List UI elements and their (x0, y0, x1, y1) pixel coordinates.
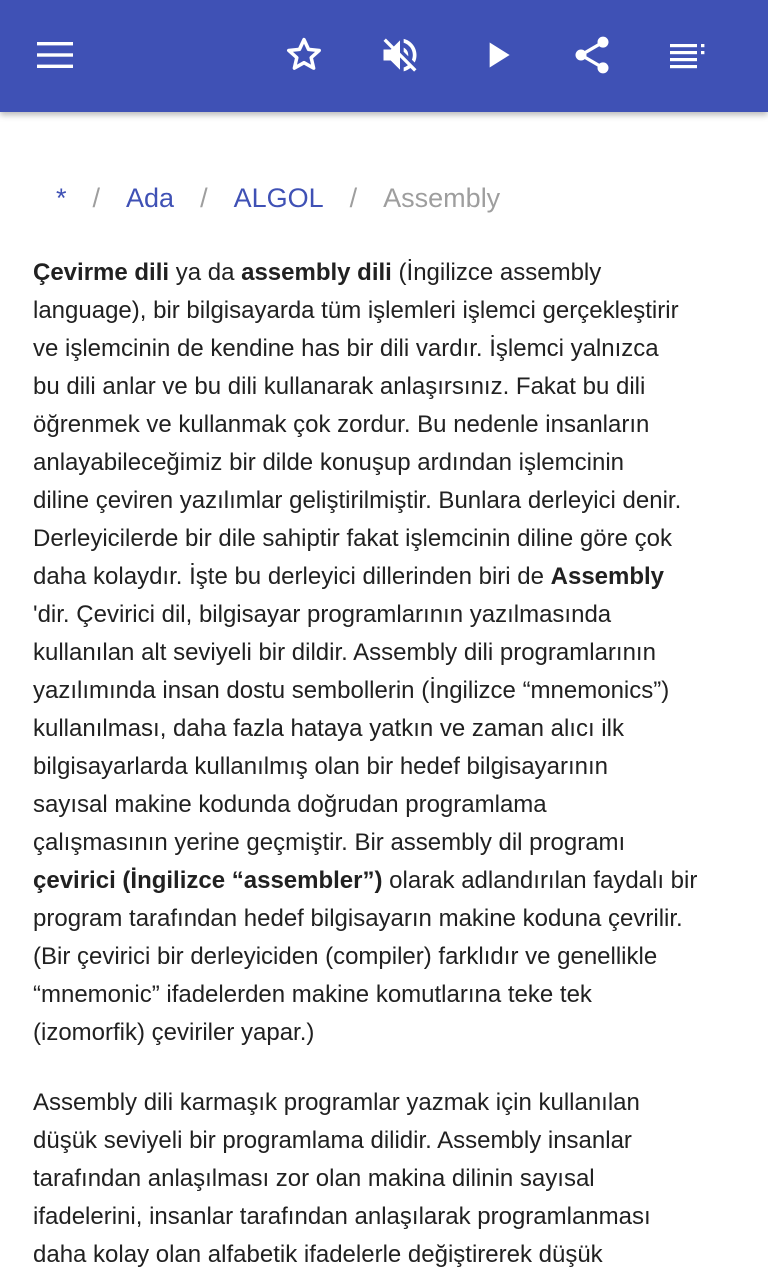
breadcrumb-ada-link[interactable]: Ada (126, 182, 175, 213)
app-toolbar (0, 0, 768, 112)
text-line (33, 1122, 743, 1160)
share-button[interactable] (564, 27, 620, 83)
bold-term: Çevirme dili (33, 259, 170, 286)
article-paragraph-2 (33, 1084, 743, 1274)
breadcrumb (56, 180, 500, 216)
share-icon (570, 33, 614, 77)
text-line (33, 444, 743, 482)
favorite-button[interactable] (276, 27, 332, 83)
text-segment: anlayabileceğimiz bir dilde konuşup ardından işlemcinin (33, 449, 624, 476)
text-line (33, 1236, 743, 1274)
text-line (33, 368, 743, 406)
menu-button[interactable] (28, 27, 84, 83)
breadcrumb-separator: / (349, 182, 358, 213)
text-line (33, 1014, 743, 1052)
text-line (33, 558, 743, 596)
bold-term: çevirici (İngilizce “assembler”) (33, 867, 383, 894)
text-line (33, 824, 743, 862)
text-line (33, 900, 743, 938)
breadcrumb-current: Assembly (383, 182, 501, 213)
text-line (33, 254, 743, 292)
text-line (33, 672, 743, 710)
text-segment: kullanılması, daha fazla hataya yatkın ve zaman alıcı ilk (33, 715, 624, 742)
text-segment: bilgisayarlarda kullanılmış olan bir hedef bilgisayarının (33, 753, 608, 780)
text-segment: program tarafından hedef bilgisayarın makine koduna çevrilir. (33, 905, 683, 932)
bold-term: Assembly (550, 563, 665, 590)
text-line (33, 520, 743, 558)
text-line (33, 938, 743, 976)
text-line (33, 330, 743, 368)
text-segment: ve işlemcinin de kendine has bir dili vardır. İşlemci yalnızca (33, 335, 659, 362)
play-icon (478, 35, 518, 75)
text-segment: Assembly dili karmaşık programlar yazmak için kullanılan (33, 1089, 640, 1116)
text-line (33, 748, 743, 786)
hamburger-menu-icon (36, 35, 76, 75)
play-button[interactable] (470, 27, 526, 83)
breadcrumb-separator: / (92, 182, 101, 213)
text-line (33, 596, 743, 634)
text-segment: (izomorfik) çeviriler yapar.) (33, 1019, 315, 1046)
breadcrumb-root-link[interactable]: * (56, 182, 67, 213)
text-segment: çalışmasının yerine geçmiştir. Bir assembly dil programı (33, 829, 626, 856)
text-segment: ifadelerini, insanlar tarafından anlaşılarak programlanması (33, 1203, 651, 1230)
text-segment: (İngilizce assembly (391, 259, 602, 286)
text-line (33, 406, 743, 444)
article-body (33, 254, 743, 1280)
text-segment: “mnemonic” ifadelerden makine komutlarına teke tek (33, 981, 592, 1008)
breadcrumb-algol-link[interactable]: ALGOL (233, 182, 324, 213)
text-line (33, 1084, 743, 1122)
text-segment: 'dir. Çevirici dil, bilgisayar programlarının yazılmasında (33, 601, 612, 628)
bold-term: assembly dili (241, 259, 392, 286)
text-line (33, 786, 743, 824)
text-segment: düşük seviyeli bir programlama dilidir. Assembly insanlar (33, 1127, 632, 1154)
breadcrumb-separator: / (200, 182, 208, 213)
text-segment: ya da (169, 259, 242, 286)
text-segment: yazılımında insan dostu sembollerin (İngilizce “mnemonics”) (33, 677, 670, 704)
text-segment: language), bir bilgisayarda tüm işlemleri işlemci gerçekleştirir (33, 297, 679, 324)
mute-button[interactable] (372, 27, 428, 83)
text-segment: kullanılan alt seviyeli bir dildir. Assembly dili programlarının (33, 639, 656, 666)
text-line (33, 482, 743, 520)
volume-off-icon (378, 33, 422, 77)
text-segment: sayısal makine kodunda doğrudan programlama (33, 791, 547, 818)
text-line (33, 1160, 743, 1198)
text-line (33, 634, 743, 672)
text-line (33, 292, 743, 330)
text-segment: daha kolaydır. İşte bu derleyici dillerinden biri de (33, 563, 551, 590)
text-line (33, 710, 743, 748)
text-segment: tarafından anlaşılması zor olan makina dilinin sayısal (33, 1165, 595, 1192)
text-segment: öğrenmek ve kullanmak çok zordur. Bu nedenle insanların (33, 411, 650, 438)
playlist-button[interactable] (660, 27, 716, 83)
text-segment: olarak adlandırılan faydalı bir (382, 867, 698, 894)
article-paragraph-1 (33, 254, 743, 1052)
star-outline-icon (283, 34, 325, 76)
text-segment: bu dili anlar ve bu dili kullanarak anlaşırsınız. Fakat bu dili (33, 373, 646, 400)
text-segment: daha kolay olan alfabetik ifadelerle değiştirerek düşük (33, 1241, 603, 1268)
text-segment: diline çeviren yazılımlar geliştirilmiştir. Bunlara derleyici denir. (33, 487, 682, 514)
text-segment: (Bir çevirici bir derleyiciden (compiler) farklıdır ve genellikle (33, 943, 658, 970)
playlist-icon (668, 35, 708, 75)
text-line (33, 862, 743, 900)
text-segment: Derleyicilerde bir dile sahiptir fakat işlemcinin diline göre çok (33, 525, 672, 552)
article-content (0, 112, 768, 1280)
text-line (33, 976, 743, 1014)
text-line (33, 1198, 743, 1236)
